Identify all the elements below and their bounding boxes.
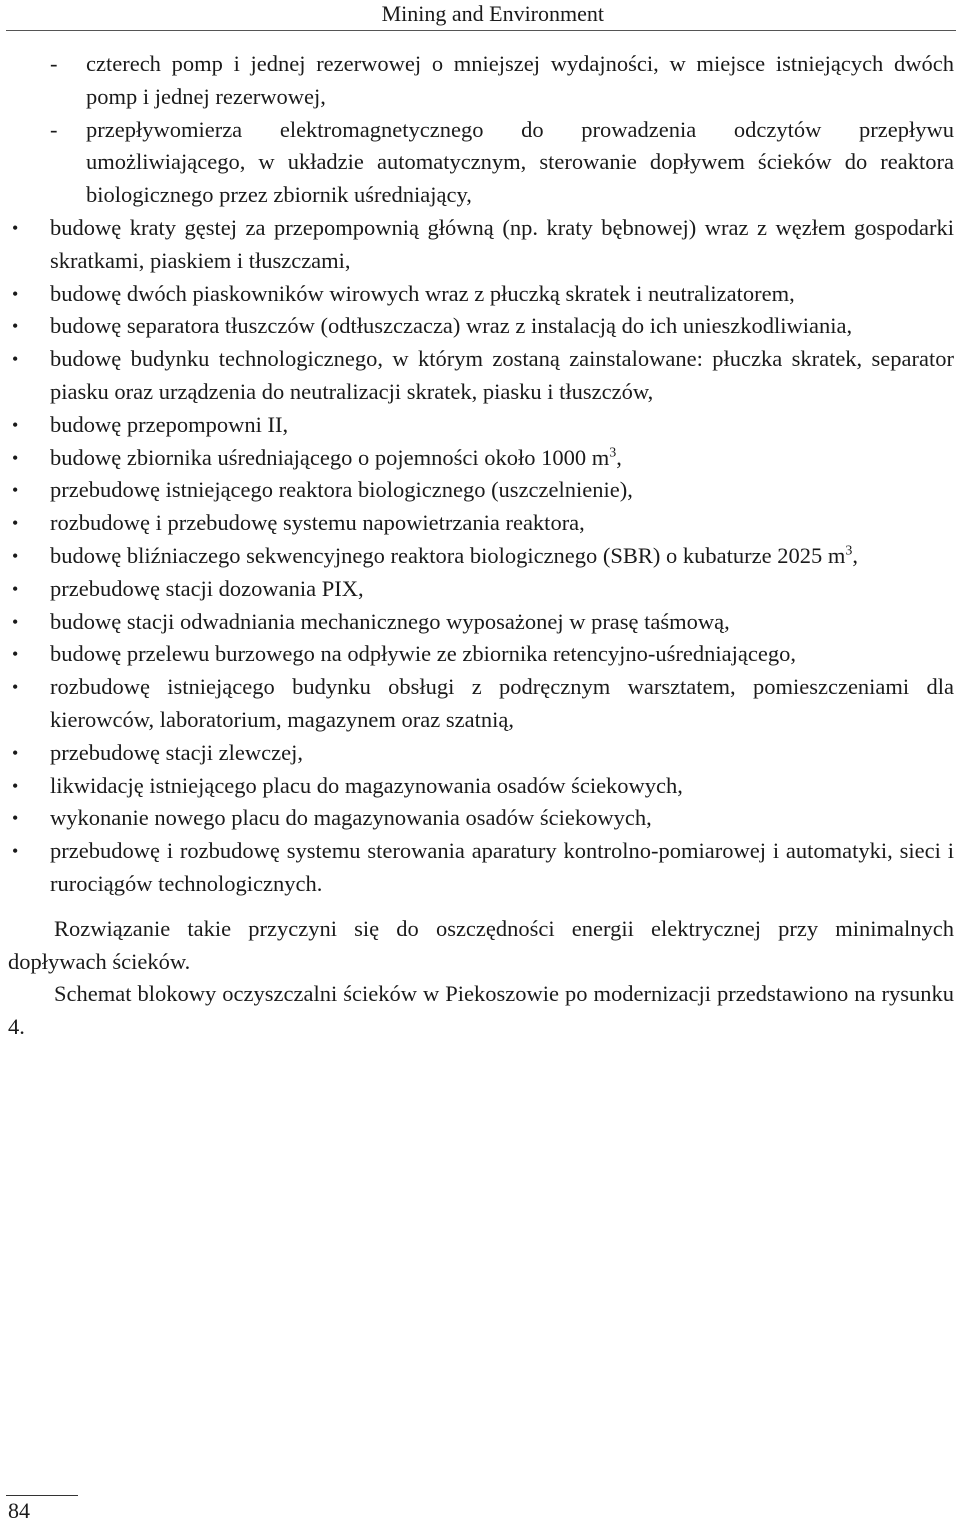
list-item — [8, 606, 954, 639]
list-item — [8, 540, 954, 573]
list-item-text: budowę przelewu burzowego na odpływie ze zbiornika retencyjno-uśredniającego, — [50, 641, 796, 667]
list-item — [8, 802, 954, 835]
bullet-marker: • — [12, 644, 19, 665]
list-item-text: budowę przepompowni II, — [50, 411, 289, 437]
running-header-title: Mining and Environment — [381, 1, 604, 26]
list-item-text: przebudowę istniejącego reaktora biologicznego (uszczelnienie), — [50, 477, 633, 503]
bullet-marker: • — [12, 677, 19, 698]
bullet-marker: • — [12, 414, 19, 435]
list-item — [8, 573, 954, 606]
list-item-text: budowę bliźniaczego sekwencyjnego reaktora biologicznego (SBR) o kubaturze 2025 m — [50, 542, 846, 568]
list-item-text: przebudowę stacji zlewczej, — [50, 739, 303, 765]
list-item — [8, 442, 954, 475]
bullet-marker: • — [12, 480, 19, 501]
footer-rule — [6, 1495, 78, 1496]
list-item-text: budowę separatora tłuszczów (odtłuszczacza) wraz z instalacją do ich unieszkodliwiania, — [50, 313, 853, 339]
bullet-marker: • — [12, 217, 19, 238]
bullet-marker: • — [12, 742, 19, 763]
list-item-text: rozbudowę istniejącego budynku obsługi z podręcznym warsztatem, pomieszczeniami dla kierowców, laboratorium, magazynem oraz szatnią, — [50, 674, 954, 732]
list-item-text: rozbudowę i przebudowę systemu napowietrzania reaktora, — [50, 510, 585, 536]
list-item — [8, 638, 954, 671]
list-item — [8, 737, 954, 770]
bullet-marker: • — [12, 545, 19, 566]
modernization-list — [8, 48, 954, 901]
list-item-text: budowę budynku technologicznego, w którym zostaną zainstalowane: płuczka skratek, separator piasku oraz urządzenia do neutralizacji skratek, piasku i tłuszczów, — [50, 346, 954, 404]
list-item-text: wykonanie nowego placu do magazynowania osadów ściekowych, — [50, 805, 652, 831]
list-item — [8, 835, 954, 901]
list-item — [8, 48, 954, 114]
list-item — [8, 409, 954, 442]
dash-marker: - — [50, 51, 58, 76]
list-item-text: likwidację istniejącego placu do magazynowania osadów ściekowych, — [50, 772, 683, 798]
list-item — [8, 114, 954, 212]
header-rule — [6, 30, 956, 31]
bullet-marker: • — [12, 841, 19, 862]
list-item — [8, 507, 954, 540]
superscript-cubic: 3 — [609, 445, 617, 461]
list-item-text: przebudowę i rozbudowę systemu sterowania aparatury kontrolno-pomiarowej i automatyki, sieci i rurociągów technologicznych. — [50, 838, 954, 896]
trailing-comma: , — [616, 444, 622, 470]
list-item-text: budowę dwóch piaskowników wirowych wraz z płuczką skratek i neutralizatorem, — [50, 280, 795, 306]
superscript-cubic: 3 — [845, 543, 853, 559]
trailing-comma: , — [852, 542, 859, 568]
list-item-text: czterech pomp i jednej rezerwowej o mniejszej wydajności, w miejsce istniejących dwóch pomp i jednej rezerwowej, — [86, 51, 954, 109]
list-item — [8, 278, 954, 311]
list-item-text: budowę zbiornika uśredniającego o pojemności około 1000 m — [50, 444, 610, 470]
page-number: 84 — [8, 1498, 30, 1523]
list-item — [8, 310, 954, 343]
list-item — [8, 770, 954, 803]
bullet-marker: • — [12, 611, 19, 632]
list-item — [8, 343, 954, 409]
bullet-marker: • — [12, 349, 19, 370]
list-item-text: przepływomierza elektromagnetycznego do prowadzenia odczytów przepływu umożliwiającego, w układzie automatycznym, sterowanie dopływem ścieków do reaktora biologicznego przez zbiornik uśredniający, — [86, 116, 954, 208]
bullet-marker: • — [12, 578, 19, 599]
dash-marker: - — [50, 116, 58, 142]
list-item-text: przebudowę stacji dozowania PIX, — [50, 575, 364, 601]
body-paragraph: Schemat blokowy oczyszczalni ścieków w Piekoszowie po modernizacji przedstawiono na rysunku 4. — [8, 981, 954, 1040]
bullet-marker: • — [12, 316, 19, 337]
page-header — [0, 0, 960, 32]
bullet-marker: • — [12, 283, 19, 304]
list-item-text: budowę kraty gęstej za przepompownią główną (np. kraty bębnowej) wraz z węzłem gospodarki skratkami, piaskiem i tłuszczami, — [50, 214, 954, 273]
bullet-marker: • — [12, 808, 19, 829]
bullet-marker: • — [12, 447, 19, 468]
paragraph-spacer — [8, 901, 954, 913]
body-paragraph: Rozwiązanie takie przyczyni się do oszczędności energii elektrycznej przy minimalnych dopływach ścieków. — [8, 915, 954, 974]
bullet-marker: • — [12, 775, 19, 796]
list-item — [8, 474, 954, 507]
page-content — [8, 48, 954, 1044]
list-item-text: budowę stacji odwadniania mechanicznego wyposażonej w prasę taśmową, — [50, 608, 730, 634]
list-item — [8, 212, 954, 278]
list-item — [8, 671, 954, 737]
bullet-marker: • — [12, 513, 19, 534]
